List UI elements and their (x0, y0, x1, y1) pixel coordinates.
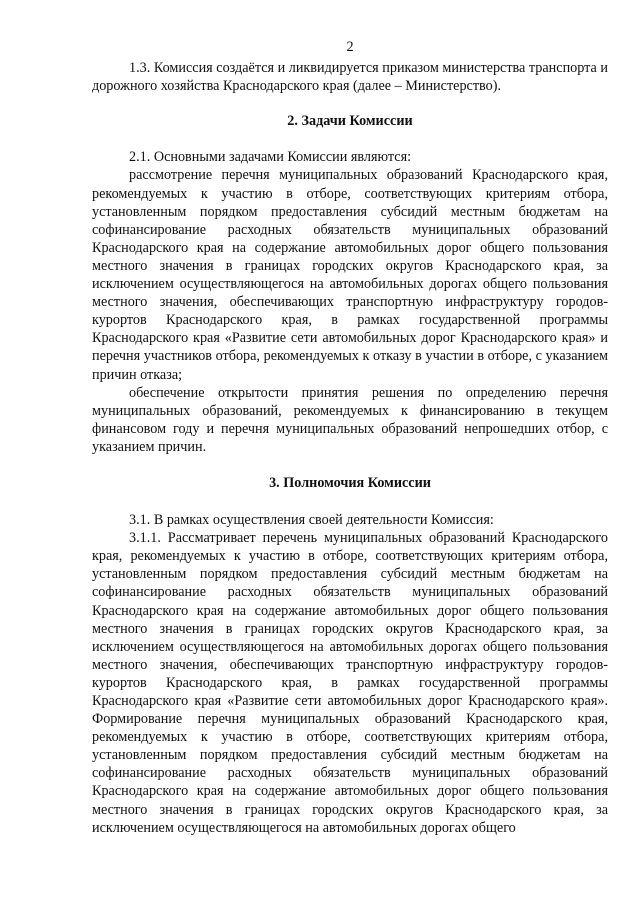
paragraph-3-1: 3.1. В рамках осуществления своей деятельности Комиссия: (129, 512, 494, 529)
paragraph-2-1-item-review: рассмотрение перечня муниципальных образований Краснодарского края, рекомендуемых к участию в отборе, соответствующих критериям отбора, установленным порядком предоставления субсидий местным бюджетам на софинансирование расходных обязательств муниципальных образований Краснодарского края на содержание автомобильных дорог общего пользования местного значения в границах городских округов Краснодарского края, за исключением осуществляющегося на автомобильных дорогах общего пользования местного значения, обеспечивающих транспортную инфраструктуру городов-курортов Краснодарского края, в рамках государственной программы Краснодарского края «Развитие сети автомобильных дорог Краснодарского края» и перечня участников отбора, рекомендуемых к отказу в участии в отборе, с указанием причин отказа; (92, 167, 608, 383)
section-heading-powers: 3. Полномочия Комиссии (269, 474, 431, 491)
paragraph-3-1-1: 3.1.1. Рассматривает перечень муниципальных образований Краснодарского края, рекомендуемых к участию в отборе, соответствующих критериям отбора, установленным порядком предоставления субсидий местным бюджетам на софинансирование расходных обязательств муниципальных образований Краснодарского края на содержание автомобильных дорог общего пользования местного значения в границах городских округов Краснодарского края, за исключением осуществляющегося на автомобильных дорогах общего пользования местного значения, обеспечивающих транспортную инфраструктуру городов-курортов Краснодарского края, в рамках государственной программы Краснодарского края «Развитие сети автомобильных дорог Краснодарского края». Формирование перечня муниципальных образований Краснодарского края, рекомендуемых к участию в отборе, соответствующих критериям отбора, установленным порядком предоставления субсидий местным бюджетам на софинансирование расходных обязательств муниципальных образований Краснодарского края на содержание автомобильных дорог общего пользования местного значения в границах городских округов Краснодарского края, за исключением осуществляющегося на автомобильных дорогах общего (92, 530, 608, 836)
paragraph-2-1-item-transparency: обеспечение открытости принятия решения по определению перечня муниципальных образований, рекомендуемых к финансированию в текущем финансовом году и перечня муниципальных образований непрошедших отбор, с указанием причин. (92, 384, 608, 455)
page-number: 2 (346, 39, 354, 55)
paragraph-1-3: 1.3. Комиссия создаётся и ликвидируется приказом министерства транспорта и дорожного хозяйства Краснодарского края (далее – Министерство). (92, 60, 608, 95)
paragraph-2-1: 2.1. Основными задачами Комиссии являются: (129, 149, 412, 166)
section-heading-tasks: 2. Задачи Комиссии (287, 113, 413, 130)
document-page (92, 38, 608, 837)
